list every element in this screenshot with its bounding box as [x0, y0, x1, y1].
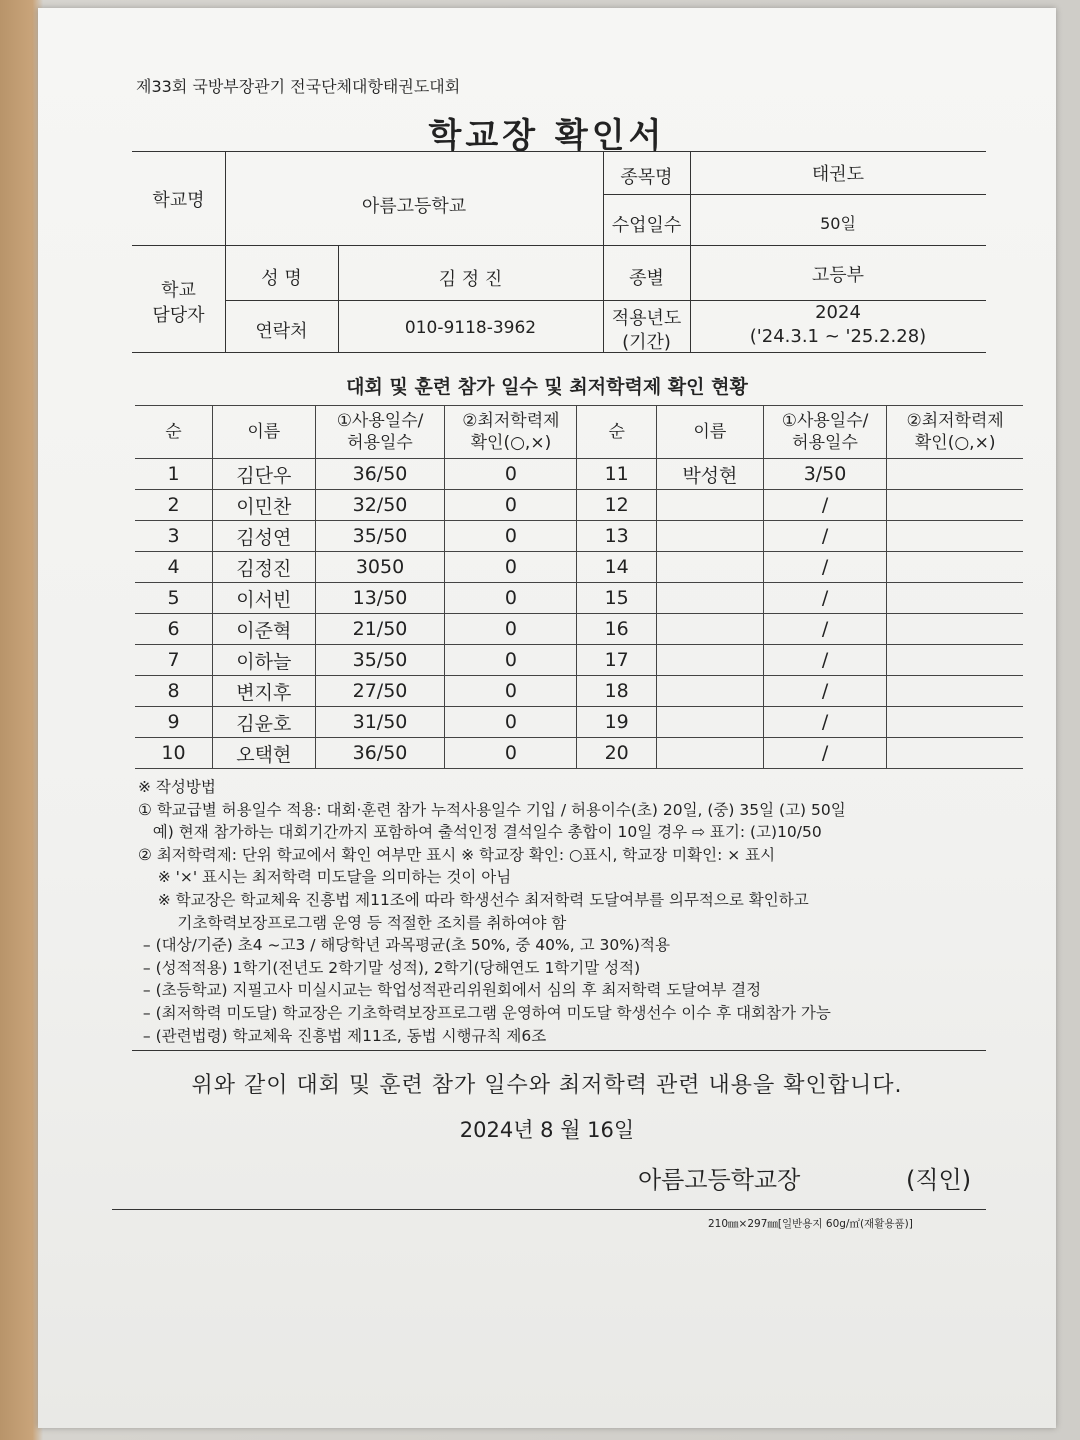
used-days-cell: 13/50 — [315, 583, 445, 614]
table-row — [135, 738, 1023, 769]
used-days-cell: 36/50 — [315, 738, 445, 769]
class-days-value: 50일 — [820, 214, 856, 233]
col-header-days: ①사용일수/ 허용일수 — [763, 406, 887, 459]
school-value: 아름고등학교 — [361, 196, 467, 217]
row-number-cell: 13 — [577, 521, 657, 552]
used-days-cell: 27/50 — [315, 676, 445, 707]
used-days-cell: 31/50 — [315, 707, 445, 738]
min-academic-check-cell: 0 — [445, 521, 577, 552]
instructions — [138, 776, 1018, 1047]
col-header-no: 순 — [577, 406, 657, 459]
table-row — [135, 552, 1023, 583]
info-line — [132, 245, 986, 246]
note-line: 예) 현재 참가하는 대회기간까지 포함하여 출석인정 결석일수 총합이 10일 경우 ⇨ 표기: (고)10/50 — [138, 823, 822, 842]
min-academic-check-cell — [887, 583, 1023, 614]
year-label: 적용년도 — [611, 308, 682, 329]
year-label: (기간) — [622, 332, 671, 353]
sport-label: 종목명 — [620, 167, 673, 188]
student-name-cell: 이서빈 — [212, 583, 315, 614]
used-days-cell: / — [763, 614, 887, 645]
min-academic-check-cell: 0 — [445, 459, 577, 490]
class-days-label: 수업일수 — [611, 215, 682, 236]
used-days-cell: 35/50 — [315, 645, 445, 676]
name-value: 김 정 진 — [438, 269, 503, 290]
name-label: 성 명 — [261, 268, 302, 289]
col-header-no: 순 — [135, 406, 212, 459]
period-value: ('24.3.1 ~ '25.2.28) — [749, 326, 927, 347]
col-header-days: ①사용일수/ 허용일수 — [315, 406, 445, 459]
document-page — [38, 8, 1056, 1428]
row-number-cell: 6 — [135, 614, 212, 645]
min-academic-check-cell: 0 — [445, 583, 577, 614]
row-number-cell: 16 — [577, 614, 657, 645]
info-line — [225, 300, 986, 301]
min-academic-check-cell: 0 — [445, 490, 577, 521]
row-number-cell: 18 — [577, 676, 657, 707]
student-name-cell — [656, 676, 763, 707]
contact-value: 010-9118-3962 — [404, 318, 537, 338]
row-number-cell: 10 — [135, 738, 212, 769]
row-number-cell: 17 — [577, 645, 657, 676]
footer-line — [112, 1209, 986, 1210]
used-days-cell: 3050 — [315, 552, 445, 583]
principal-signature: 아름고등학교장 — [638, 1166, 801, 1194]
student-name-cell: 오택현 — [212, 738, 315, 769]
min-academic-check-cell: 0 — [445, 614, 577, 645]
student-name-cell: 김성연 — [212, 521, 315, 552]
row-number-cell: 11 — [577, 459, 657, 490]
used-days-cell: / — [763, 676, 887, 707]
used-days-cell: / — [763, 738, 887, 769]
note-line: – (성적적용) 1학기(전년도 2학기말 성적), 2학기(당해연도 1학기말 성적) — [138, 958, 641, 977]
col-header-name: 이름 — [656, 406, 763, 459]
row-number-cell: 2 — [135, 490, 212, 521]
table-row — [135, 645, 1023, 676]
student-name-cell: 이하늘 — [212, 645, 315, 676]
note-line: 기초학력보장프로그램 운영 등 적절한 조치를 취하여야 함 — [138, 913, 567, 932]
used-days-cell: 32/50 — [315, 490, 445, 521]
info-bottom-line — [132, 352, 986, 353]
note-line: ① 학교급별 허용일수 적용: 대회·훈련 참가 누적사용일수 기입 / 허용이수(초) 20일, (중) 35일 (고) 50일 — [138, 800, 846, 819]
student-name-cell: 이준혁 — [212, 614, 315, 645]
student-name-cell — [656, 552, 763, 583]
contact-label: 연락처 — [255, 321, 308, 342]
table-row — [135, 614, 1023, 645]
row-number-cell: 1 — [135, 459, 212, 490]
min-academic-check-cell — [887, 645, 1023, 676]
student-name-cell — [656, 583, 763, 614]
row-number-cell: 3 — [135, 521, 212, 552]
paper-spec: 210㎜×297㎜[일반용지 60g/㎡(재활용품)] — [708, 1218, 913, 1230]
info-line — [603, 194, 986, 195]
table-row — [135, 459, 1023, 490]
used-days-cell: / — [763, 490, 887, 521]
used-days-cell: 36/50 — [315, 459, 445, 490]
used-days-cell: 3/50 — [763, 459, 887, 490]
note-line: – (최저학력 미도달) 학교장은 기초학력보장프로그램 운영하여 미도달 학생선수 이수 후 대회참가 가능 — [138, 1003, 831, 1022]
student-name-cell: 박성현 — [656, 459, 763, 490]
student-name-cell: 김단우 — [212, 459, 315, 490]
used-days-cell: / — [763, 552, 887, 583]
used-days-cell: / — [763, 645, 887, 676]
student-name-cell — [656, 490, 763, 521]
min-academic-check-cell: 0 — [445, 552, 577, 583]
col-header-check: ②최저학력제 확인(○,×) — [887, 406, 1023, 459]
student-name-cell — [656, 645, 763, 676]
min-academic-check-cell: 0 — [445, 707, 577, 738]
row-number-cell: 7 — [135, 645, 212, 676]
school-label: 학교명 — [152, 190, 205, 211]
row-number-cell: 5 — [135, 583, 212, 614]
student-name-cell: 이민찬 — [212, 490, 315, 521]
row-number-cell: 4 — [135, 552, 212, 583]
student-name-cell: 김정진 — [212, 552, 315, 583]
note-line: – (대상/기준) 초4 ~고3 / 해당학년 과목평균(초 50%, 중 40%, 고 30%)적용 — [138, 936, 670, 955]
note-line: ※ 학교장은 학교체육 진흥법 제11조에 따라 학생선수 최저학력 도달여부를 의무적으로 확인하고 — [138, 890, 809, 909]
min-academic-check-cell — [887, 614, 1023, 645]
participation-table — [135, 405, 1023, 769]
row-number-cell: 19 — [577, 707, 657, 738]
col-header-name: 이름 — [212, 406, 315, 459]
row-number-cell: 14 — [577, 552, 657, 583]
section-title: 대회 및 훈련 참가 일수 및 최저학력제 확인 현황 — [346, 376, 748, 398]
student-name-cell — [656, 738, 763, 769]
min-academic-check-cell — [887, 552, 1023, 583]
min-academic-check-cell: 0 — [445, 645, 577, 676]
document-title: 학교장 확인서 — [428, 116, 666, 156]
used-days-cell: / — [763, 521, 887, 552]
student-name-cell — [656, 614, 763, 645]
category-value: 고등부 — [811, 265, 865, 286]
manager-label: 학교 — [161, 280, 196, 301]
event-title: 제33회 국방부장관기 전국단체대항태권도대회 — [136, 77, 461, 96]
official-seal-label: (직인) — [906, 1166, 972, 1194]
student-name-cell: 김윤호 — [212, 707, 315, 738]
year-value: 2024 — [815, 302, 861, 323]
student-name-cell — [656, 707, 763, 738]
divider-line — [132, 1050, 986, 1051]
student-name-cell — [656, 521, 763, 552]
row-number-cell: 20 — [577, 738, 657, 769]
used-days-cell: / — [763, 583, 887, 614]
category-label: 종별 — [629, 268, 664, 289]
issue-date: 2024년 8 월 16일 — [459, 1118, 635, 1142]
student-name-cell: 변지후 — [212, 676, 315, 707]
note-line: ※ 작성방법 — [138, 778, 216, 796]
min-academic-check-cell — [887, 459, 1023, 490]
col-header-check: ②최저학력제 확인(○,×) — [445, 406, 577, 459]
used-days-cell: / — [763, 707, 887, 738]
confirmation-statement: 위와 같이 대회 및 훈련 참가 일수와 최저학력 관련 내용을 확인합니다. — [191, 1073, 903, 1098]
table-row — [135, 707, 1023, 738]
table-row — [135, 676, 1023, 707]
info-top-line — [132, 151, 986, 152]
min-academic-check-cell — [887, 738, 1023, 769]
manager-label: 담당자 — [152, 305, 205, 326]
row-number-cell: 8 — [135, 676, 212, 707]
row-number-cell: 15 — [577, 583, 657, 614]
row-number-cell: 12 — [577, 490, 657, 521]
sport-value: 태권도 — [811, 164, 865, 185]
min-academic-check-cell — [887, 521, 1023, 552]
min-academic-check-cell: 0 — [445, 738, 577, 769]
used-days-cell: 35/50 — [315, 521, 445, 552]
min-academic-check-cell — [887, 707, 1023, 738]
min-academic-check-cell — [887, 490, 1023, 521]
note-line: ※ '×' 표시는 최저학력 미도달을 의미하는 것이 아님 — [138, 868, 512, 887]
row-number-cell: 9 — [135, 707, 212, 738]
table-row — [135, 521, 1023, 552]
min-academic-check-cell — [887, 676, 1023, 707]
table-row — [135, 490, 1023, 521]
used-days-cell: 21/50 — [315, 614, 445, 645]
note-line: – (초등학교) 지필고사 미실시교는 학업성적관리위원회에서 심의 후 최저학력 도달여부 결정 — [138, 981, 762, 1000]
note-line: – (관련법령) 학교체육 진흥법 제11조, 동법 시행규칙 제6조 — [138, 1026, 547, 1045]
table-row — [135, 583, 1023, 614]
min-academic-check-cell: 0 — [445, 676, 577, 707]
note-line: ② 최저학력제: 단위 학교에서 확인 여부만 표시 ※ 학교장 확인: ○표시, 학교장 미확인: × 표시 — [138, 845, 776, 864]
table-header-row — [135, 406, 1023, 459]
